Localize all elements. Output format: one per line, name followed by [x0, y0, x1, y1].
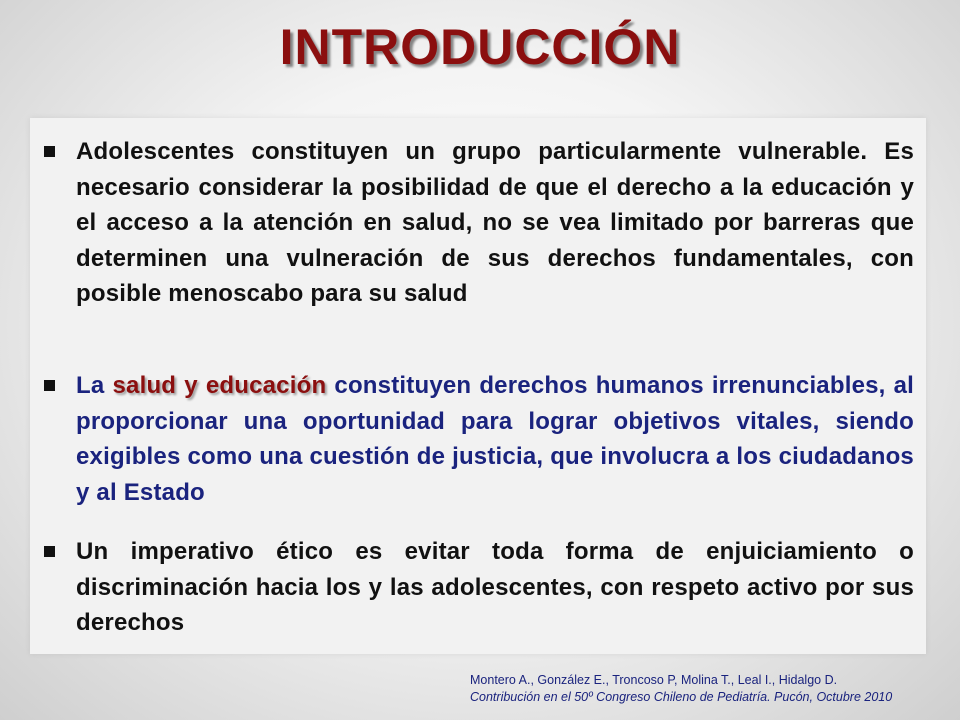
slide-title: INTRODUCCIÓN	[279, 19, 681, 75]
square-bullet-icon	[44, 146, 55, 157]
bullet-item-2	[44, 368, 914, 510]
square-bullet-icon	[44, 546, 55, 557]
bullet-text-2	[76, 368, 914, 510]
citation-authors: Montero A., González E., Troncoso P, Molina T., Leal I., Hidalgo D.	[470, 673, 838, 687]
bullet-text-3: Un imperativo ético es evitar toda forma de enjuiciamiento o discriminación hacia los y las adolescentes, con respeto activo por sus derechos	[76, 538, 914, 636]
bullet-text-1: Adolescentes constituyen un grupo particularmente vulnerable. Es necesario considerar la posibilidad de que el derecho a la educación y el acceso a la atención en salud, no se vea limitado por barreras que determinen una vulneración de sus derechos fundamentales, con posible menoscabo para su salud	[76, 138, 914, 307]
bullet-item-3	[44, 534, 914, 641]
citation	[470, 672, 950, 706]
citation-source: Contribución en el 50º Congreso Chileno de Pediatría. Pucón, Octubre 2010	[470, 690, 893, 704]
bullet-2-prefix: La	[76, 372, 105, 399]
content-box	[30, 118, 926, 654]
highlight-salud-educacion: salud y educación	[112, 372, 327, 399]
square-bullet-icon	[44, 380, 55, 391]
bullet-item-1	[44, 134, 914, 312]
bullet-2-rest: constituyen derechos humanos irrenunciables, al proporcionar una oportunidad para lograr objetivos vitales, siendo exigibles como una cuestión de justicia, que involucra a los ciudadanos y al Estado	[76, 372, 915, 506]
